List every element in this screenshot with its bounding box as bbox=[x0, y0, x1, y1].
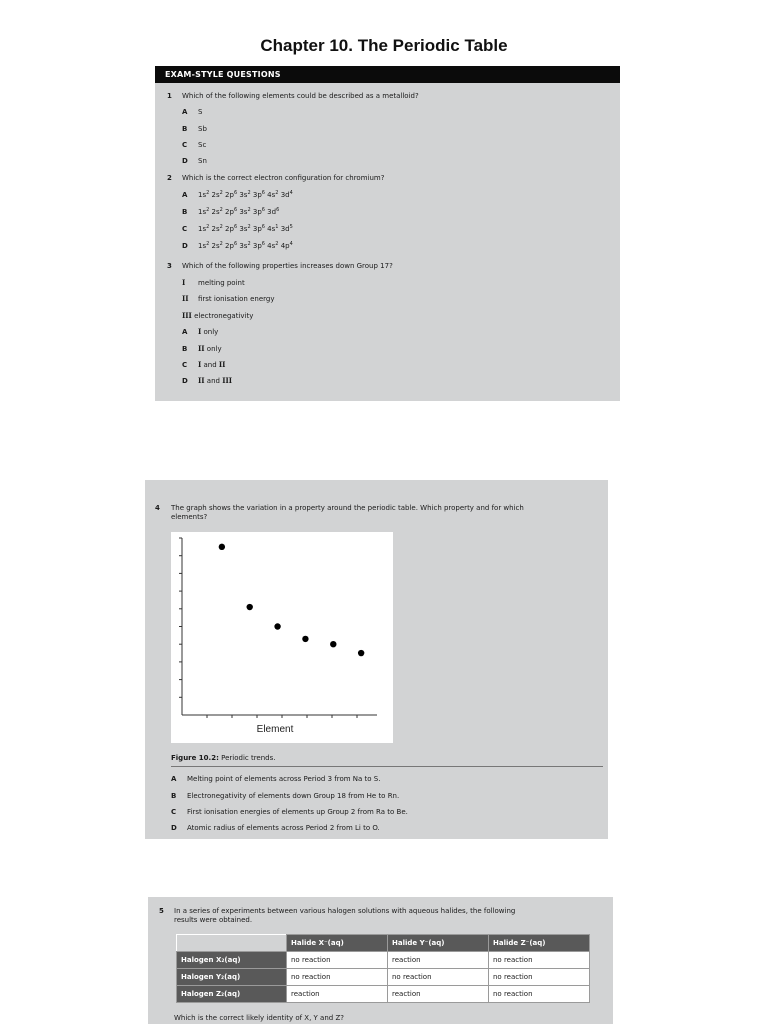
question-3-option-a[interactable] bbox=[182, 327, 218, 336]
question-4-option-b[interactable] bbox=[171, 792, 399, 800]
electron-configuration: $1s^2$ $2s^2$ $2p^6$ $3s^2$ $3p^6$ $4s^1$ $3d^5$ bbox=[198, 224, 293, 233]
question-5-panel bbox=[148, 897, 613, 1024]
question-4-text-line1: The graph shows the variation in a property around the periodic table. Which property and for which bbox=[171, 504, 524, 512]
column-header: Halide Y⁻(aq) bbox=[388, 935, 489, 952]
column-header: Halide X⁻(aq) bbox=[287, 935, 388, 952]
option-text: II and III bbox=[198, 376, 233, 385]
option-letter: C bbox=[182, 361, 188, 369]
page-title: Chapter 10. The Periodic Table bbox=[260, 36, 508, 55]
statement-numeral: I bbox=[182, 278, 186, 287]
question-4-option-a[interactable] bbox=[171, 775, 380, 783]
option-letter: A bbox=[182, 108, 188, 116]
table-cell: no reaction bbox=[287, 952, 388, 969]
option-text: I and II bbox=[198, 360, 226, 369]
table-header-row bbox=[177, 935, 590, 952]
question-3-statement-ii bbox=[182, 294, 274, 303]
data-point bbox=[219, 544, 225, 550]
table-cell: no reaction bbox=[489, 952, 590, 969]
question-1-number: 1 bbox=[167, 92, 172, 100]
option-letter: B bbox=[182, 208, 188, 216]
option-letter: C bbox=[182, 225, 188, 233]
option-letter: A bbox=[171, 775, 177, 783]
option-text: Atomic radius of elements across Period 2 from Li to O. bbox=[187, 824, 380, 832]
question-1-text: Which of the following elements could be described as a metalloid? bbox=[182, 92, 419, 100]
exam-style-questions-header: EXAM-STYLE QUESTIONS bbox=[155, 66, 620, 83]
electron-configuration: $1s^2$ $2s^2$ $2p^6$ $3s^2$ $3p^6$ $4s^2$ $4p^4$ bbox=[198, 241, 293, 250]
question-4-number: 4 bbox=[155, 504, 160, 512]
option-letter: D bbox=[171, 824, 177, 832]
question-2-option-b[interactable] bbox=[182, 207, 279, 216]
x-axis-label: Element bbox=[256, 724, 294, 735]
table-cell: reaction bbox=[388, 986, 489, 1003]
question-3-option-c[interactable] bbox=[182, 360, 225, 369]
option-text: Sb bbox=[198, 125, 207, 133]
question-1-option-c[interactable] bbox=[182, 141, 206, 149]
table-row bbox=[177, 952, 590, 969]
question-5-text-line1: In a series of experiments between various halogen solutions with aqueous halides, the following bbox=[174, 907, 516, 915]
row-header: Halogen Y₂(aq) bbox=[177, 969, 287, 986]
option-text: I only bbox=[198, 327, 219, 336]
question-3-statement-iii bbox=[182, 311, 253, 320]
table-cell: reaction bbox=[287, 986, 388, 1003]
table-row bbox=[177, 969, 590, 986]
electron-configuration: $1s^2$ $2s^2$ $2p^6$ $3s^2$ $3p^6$ $3d^6$ bbox=[198, 207, 280, 216]
question-2-text: Which is the correct electron configuration for chromium? bbox=[182, 174, 385, 182]
question-1-option-b[interactable] bbox=[182, 125, 207, 133]
figure-caption-text: Periodic trends. bbox=[218, 754, 276, 762]
halogen-halide-table bbox=[176, 934, 590, 1003]
question-5-prompt: Which is the correct likely identity of X, Y and Z? bbox=[174, 1014, 344, 1022]
option-letter: B bbox=[182, 345, 188, 353]
statement-numeral: III bbox=[182, 311, 192, 320]
question-5-number: 5 bbox=[159, 907, 164, 915]
figure-label: Figure 10.2: bbox=[171, 754, 219, 762]
option-letter: A bbox=[182, 328, 188, 336]
statement-text: electronegativity bbox=[194, 312, 254, 320]
question-1-option-d[interactable] bbox=[182, 157, 207, 165]
row-header: Halogen Z₂(aq) bbox=[177, 986, 287, 1003]
question-3-number: 3 bbox=[167, 262, 172, 270]
column-header: Halide Z⁻(aq) bbox=[489, 935, 590, 952]
table-cell: no reaction bbox=[489, 969, 590, 986]
table-cell: no reaction bbox=[287, 969, 388, 986]
question-3-option-b[interactable] bbox=[182, 344, 222, 353]
table-corner bbox=[177, 935, 287, 952]
question-3-option-d[interactable] bbox=[182, 376, 232, 385]
option-text: First ionisation energies of elements up Group 2 from Ra to Be. bbox=[187, 808, 408, 816]
question-4-panel bbox=[145, 480, 608, 839]
question-4-option-c[interactable] bbox=[171, 808, 408, 816]
option-letter: D bbox=[182, 377, 188, 385]
chart-svg bbox=[171, 532, 393, 743]
option-text: Sc bbox=[198, 141, 207, 149]
question-5-text-line2: results were obtained. bbox=[174, 916, 253, 924]
data-point bbox=[274, 623, 280, 629]
table-cell: no reaction bbox=[489, 986, 590, 1003]
option-letter: A bbox=[182, 191, 188, 199]
question-2-number: 2 bbox=[167, 174, 172, 182]
option-letter: D bbox=[182, 157, 188, 165]
option-letter: B bbox=[171, 792, 177, 800]
option-letter: C bbox=[171, 808, 177, 816]
figure-caption bbox=[171, 754, 276, 762]
question-2-option-d[interactable] bbox=[182, 241, 293, 250]
option-letter: C bbox=[182, 141, 188, 149]
row-header: Halogen X₂(aq) bbox=[177, 952, 287, 969]
caption-divider bbox=[171, 766, 603, 767]
statement-text: melting point bbox=[198, 279, 245, 287]
electron-configuration: $1s^2$ $2s^2$ $2p^6$ $3s^2$ $3p^6$ $4s^2$ $3d^4$ bbox=[198, 190, 293, 199]
option-letter: D bbox=[182, 242, 188, 250]
question-1-option-a[interactable] bbox=[182, 108, 202, 116]
data-point bbox=[302, 636, 308, 642]
option-letter: B bbox=[182, 125, 188, 133]
table-row bbox=[177, 986, 590, 1003]
question-3-statement-i bbox=[182, 278, 245, 287]
question-2-option-c[interactable] bbox=[182, 224, 293, 233]
question-3-text: Which of the following properties increases down Group 17? bbox=[182, 262, 393, 270]
question-4-text-line2: elements? bbox=[171, 513, 208, 521]
option-text: II only bbox=[198, 344, 222, 353]
option-text: Electronegativity of elements down Group 18 from He to Rn. bbox=[187, 792, 400, 800]
periodic-trends-chart bbox=[171, 532, 393, 743]
data-point bbox=[247, 604, 253, 610]
option-text: Sn bbox=[198, 157, 207, 165]
table-cell: no reaction bbox=[388, 969, 489, 986]
data-point bbox=[330, 641, 336, 647]
table-cell: reaction bbox=[388, 952, 489, 969]
option-text: Melting point of elements across Period 3 from Na to S. bbox=[187, 775, 381, 783]
question-4-option-d[interactable] bbox=[171, 824, 380, 832]
option-text: S bbox=[198, 108, 203, 116]
question-2-option-a[interactable] bbox=[182, 190, 293, 199]
data-point bbox=[358, 650, 364, 656]
statement-numeral: II bbox=[182, 294, 189, 303]
statement-text: first ionisation energy bbox=[198, 295, 275, 303]
exam-questions-panel bbox=[155, 66, 620, 401]
